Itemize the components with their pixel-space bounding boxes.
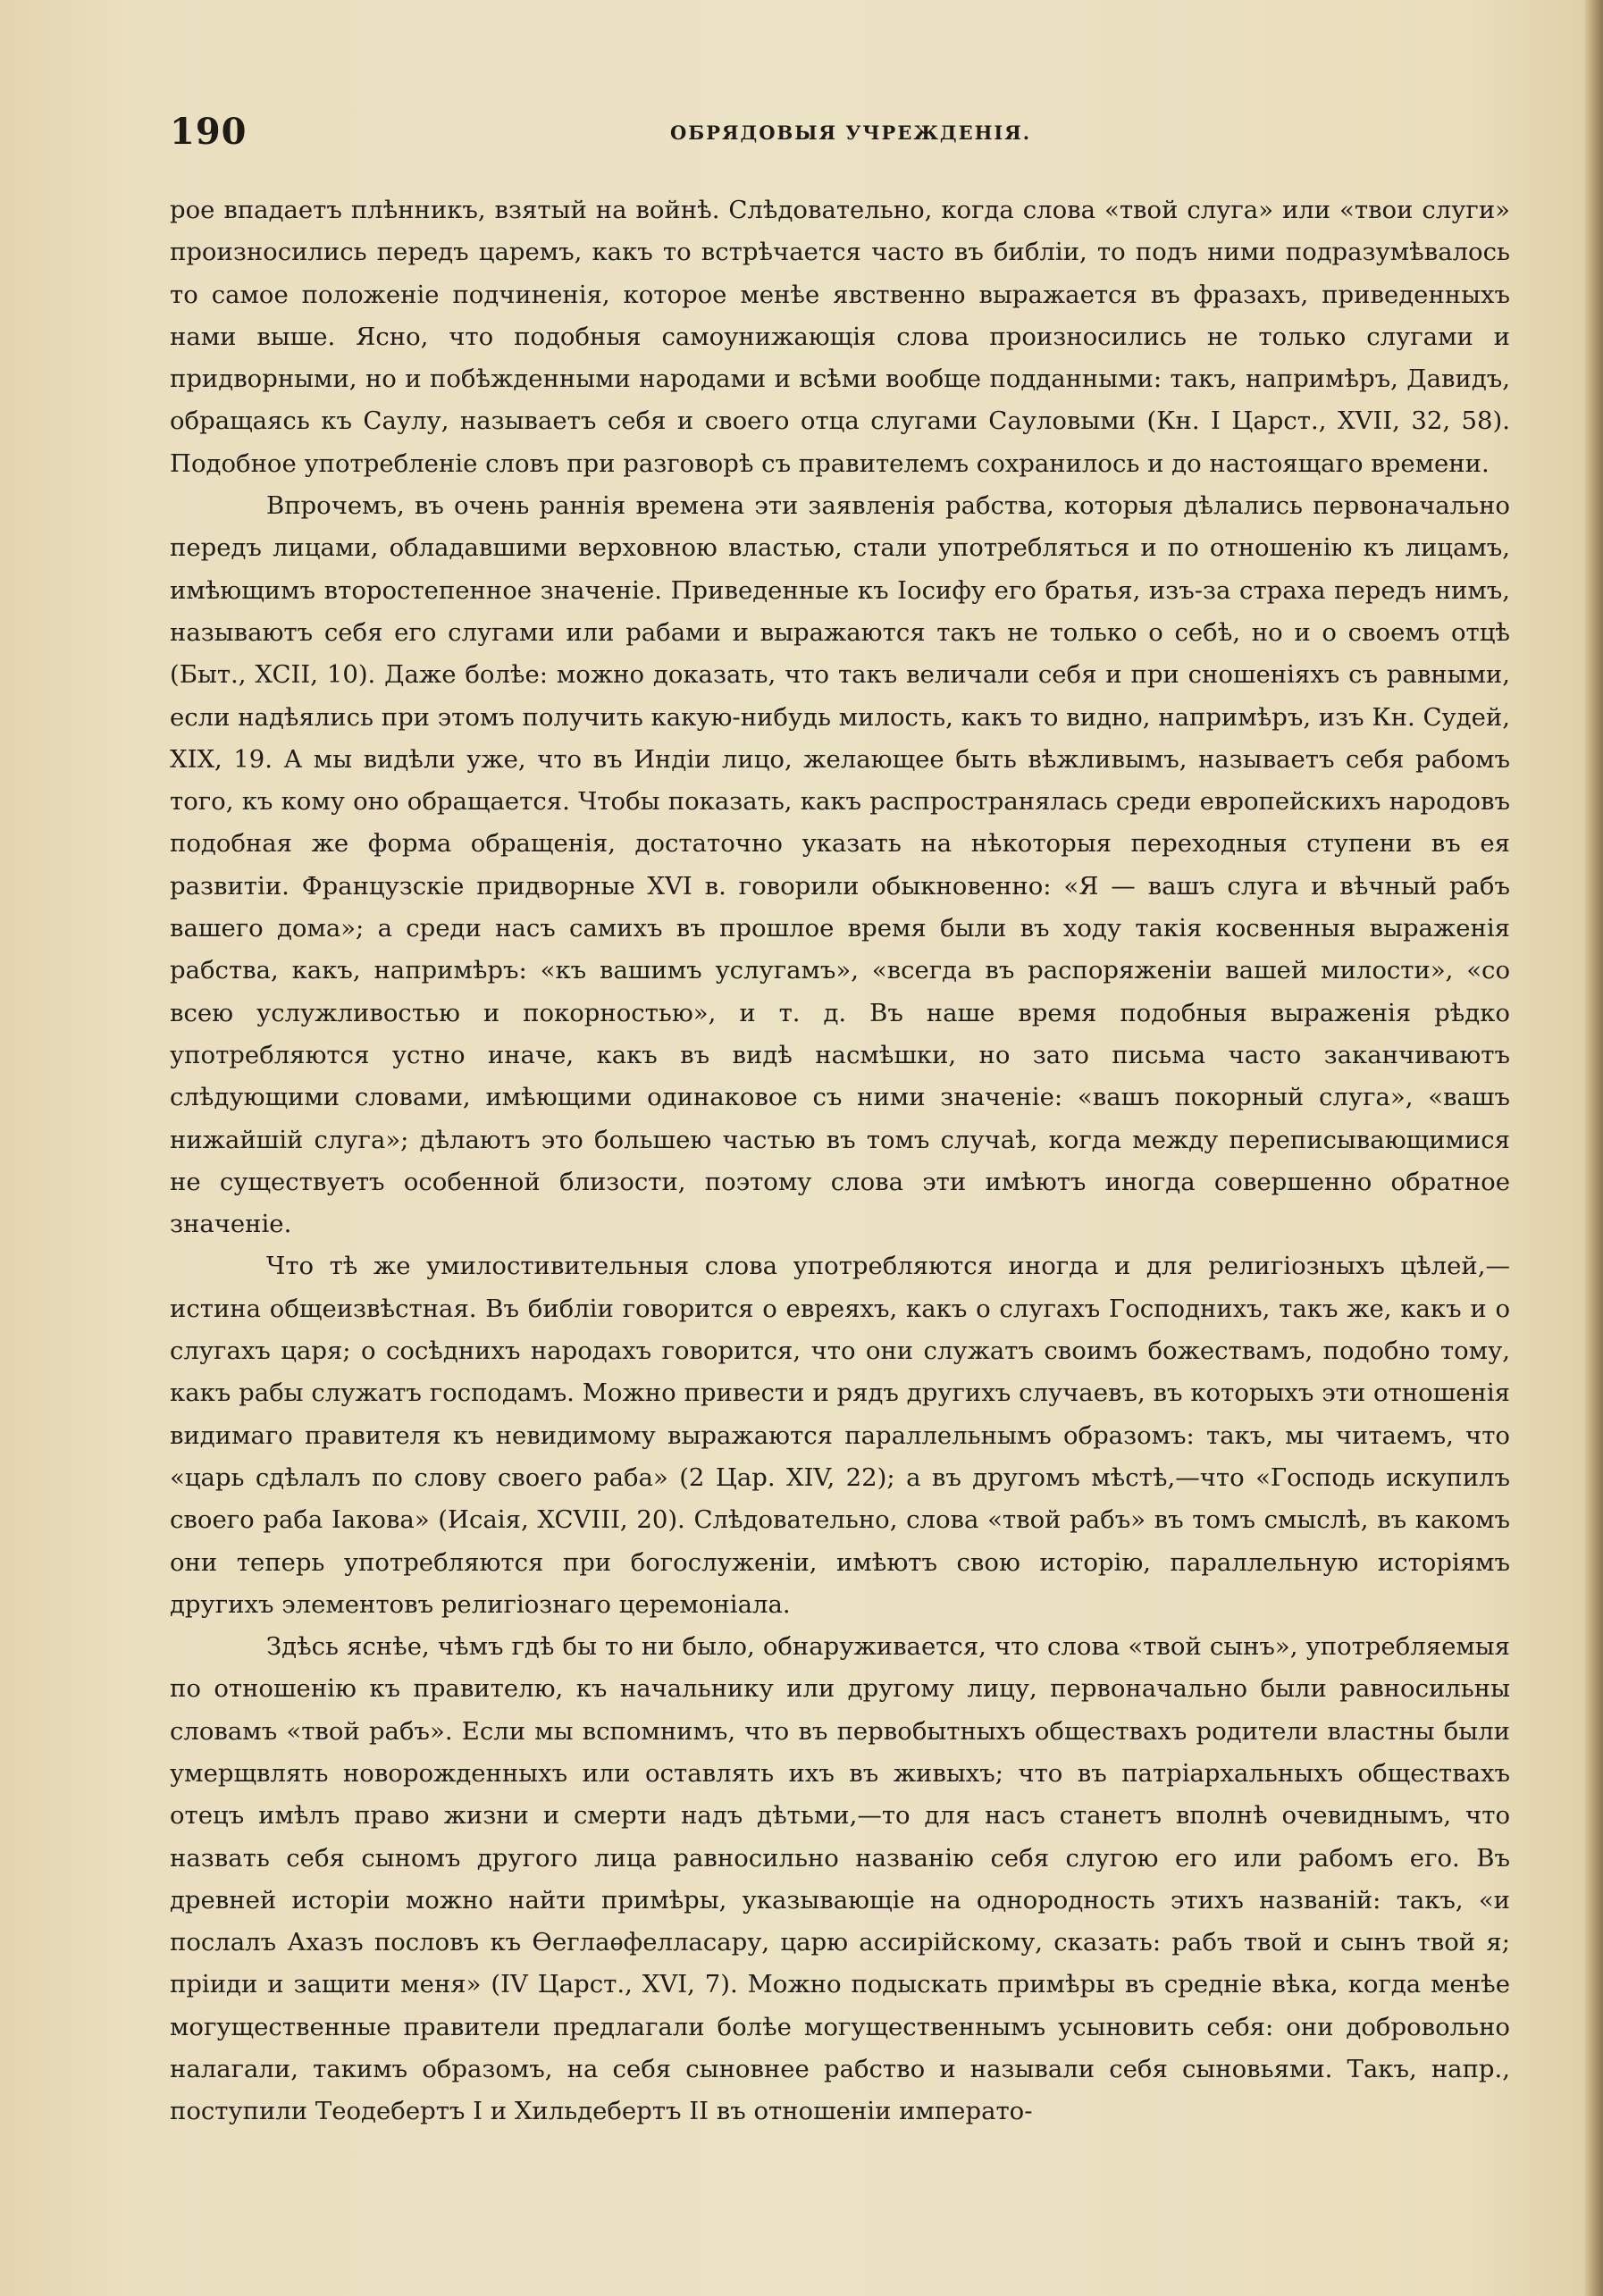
running-head [170, 111, 1501, 161]
body-text [170, 189, 1510, 2133]
chapter-title: ОБРЯДОВЫЯ УЧРЕЖДЕНІЯ. [670, 122, 1032, 144]
page-edge-shadow [1583, 0, 1603, 2296]
paragraph: Впрочемъ, въ очень раннія времена эти заявленія рабства, которыя дѣлались первоначально передъ лицами, обладавшими верховною властью, стали употребляться и по отношенію къ лицамъ, имѣющимъ второстепенное значеніе. Приведенные къ Іосифу его братья, изъ-за страха передъ нимъ, называютъ себя его слугами или рабами и выражаются такъ не только о себѣ, но и о своемъ отцѣ (Быт., XCII, 10). Даже болѣе: можно доказать, что такъ величали себя и при сношеніяхъ съ равными, если надѣялись при этомъ получить какую-нибудь милость, какъ то видно, напримѣръ, изъ Кн. Судей, XIX, 19. А мы видѣли уже, что въ Индіи лицо, желающее быть вѣжливымъ, называетъ себя рабомъ того, къ кому оно обращается. Чтобы показать, какъ распространялась среди европейскихъ народовъ подобная же форма обращенія, достаточно указать на нѣкоторыя переходныя ступени въ ея развитіи. Французскіе придворные XVI в. говорили обыкновенно: «Я — вашъ слуга и вѣчный рабъ вашего дома»; а среди насъ самихъ въ прошлое время были въ ходу такія косвенныя выраженія рабства, какъ, напримѣръ: «къ вашимъ услугамъ», «всегда въ распоряженіи вашей милости», «со всею услужливостью и покорностью», и т. д. Въ наше время подобныя выраженія рѣдко употребляются устно иначе, какъ въ видѣ насмѣшки, но зато письма часто заканчиваютъ слѣдующими словами, имѣющими одинаковое съ ними значеніе: «вашъ покорный слуга», «вашъ нижайшій слуга»; дѣлаютъ это большею частью въ томъ случаѣ, когда между переписывающимися не существуетъ особенной близости, поэтому слова эти имѣютъ иногда совершенно обратное значеніе. [170, 491, 1510, 1239]
paragraph: Что тѣ же умилостивительныя слова употребляются иногда и для религіозныхъ цѣлей,—истина общеизвѣстная. Въ библіи говорится о евреяхъ, какъ о слугахъ Господнихъ, такъ же, какъ и о слугахъ царя; о сосѣднихъ народахъ говорится, что они служатъ своимъ божествамъ, подобно тому, какъ рабы служатъ господамъ. Можно привести и рядъ другихъ случаевъ, въ которыхъ эти отношенія видимаго правителя къ невидимому выражаются параллельнымъ образомъ: такъ, мы читаемъ, что «царь сдѣлалъ по слову своего раба» (2 Цар. XIV, 22); а въ другомъ мѣстѣ,—что «Господь искупилъ своего раба Іакова» (Исаія, XCVIII, 20). Слѣдовательно, слова «твой рабъ» въ томъ смыслѣ, въ какомъ они теперь употребляются при богослуженіи, имѣютъ свою исторію, параллельную исторіямъ другихъ элементовъ религіознаго церемоніала. [170, 1252, 1510, 1619]
paragraph: Здѣсь яснѣе, чѣмъ гдѣ бы то ни было, обнаруживается, что слова «твой сынъ», употребляемыя по отношенію къ правителю, къ начальнику или другому лицу, первоначально были равносильны словамъ «твой рабъ». Если мы вспомнимъ, что въ первобытныхъ обществахъ родители властны были умерщвлять новорожденныхъ или оставлять ихъ въ живыхъ; что въ патріархальныхъ обществахъ отецъ имѣлъ право жизни и смерти надъ дѣтьми,—то для насъ станетъ вполнѣ очевиднымъ, что назвать себя сыномъ другого лица равносильно названію себя слугою его или рабомъ его. Въ древней исторіи можно найти примѣры, указывающіе на однородность этихъ названій: такъ, «и послалъ Ахазъ пословъ къ Ѳеглаѳфелласару, царю ассирійскому, сказать: рабъ твой и сынъ твой я; пріиди и защити меня» (IV Царст., XVI, 7). Можно подыскать примѣры въ средніе вѣка, когда менѣе могущественные правители предлагали болѣе могущественнымъ усыновить себя: они добровольно налагали, такимъ образомъ, на себя сыновнее рабство и называли себя сыновьями. Такъ, напр., поступили Теодебертъ I и Хильдебертъ II въ отношеніи императо- [170, 1632, 1510, 2126]
page-number: 190 [170, 111, 248, 153]
paragraph-continued: рое впадаетъ плѣнникъ, взятый на войнѣ. Слѣдовательно, когда слова «твой слуга» или «твои слуги» произносились передъ царемъ, какъ то встрѣчается часто въ библіи, то подъ ними подразумѣвалось то самое положеніе подчиненія, которое менѣе явственно выражается въ фразахъ, приведенныхъ нами выше. Ясно, что подобныя самоунижающія слова произносились не только слугами и придворными, но и побѣжденными народами и всѣми вообще подданными: такъ, напримѣръ, Давидъ, обращаясь къ Саулу, называетъ себя и своего отца слугами Сауловыми (Кн. I Царст., XVII, 32, 58). Подобное употребленіе словъ при разговорѣ съ правителемъ сохранилось и до настоящаго времени. [170, 196, 1510, 478]
